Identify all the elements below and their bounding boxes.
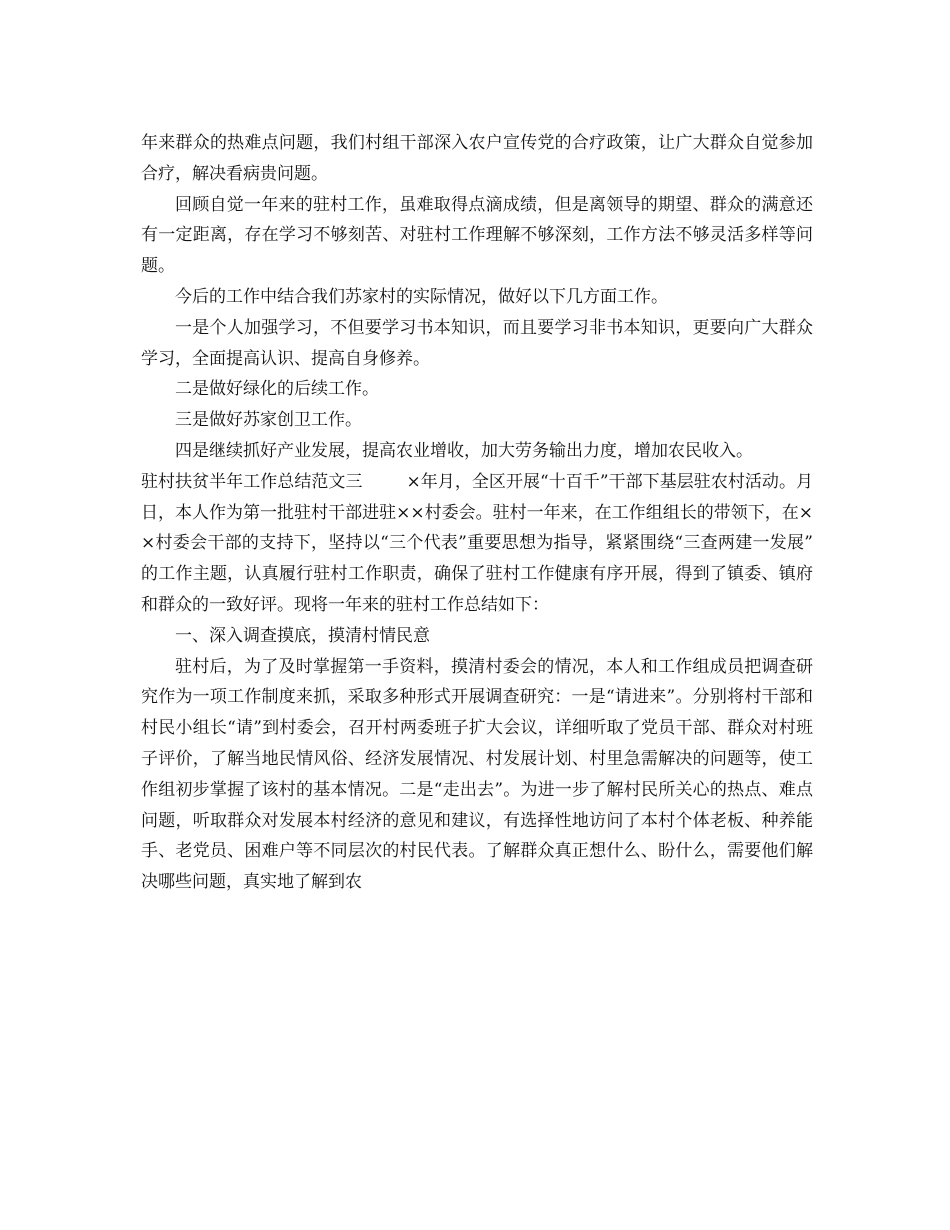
- paragraph-6: 三是做好苏家创卫工作。: [175, 410, 362, 431]
- paragraph-4: 一是个人加强学习，不但要学习书本知识，而且要学习非书本知识，更要向广大群众学习，全面提高认识、提高自身修养。: [141, 317, 813, 369]
- section-intro: ×年月，全区开展“十百千”干部下基层驻农村活动。月日，本人作为第一批驻村干部进驻××村委会。驻村一年来，在工作组组长的带领下，在××村委会干部的支持下，坚持以“三个代表”重要思想为指导，紧紧围绕“三查两建一发展”的工作主题，认真履行驻村工作职责，确保了驻村工作健康有序开展，得到了镇委、镇府和群众的一致好评。现将一年来的驻村工作总结如下：: [141, 471, 814, 615]
- subheading-1: 一、深入调查摸底，摸清村情民意: [175, 625, 430, 646]
- paragraph-3: 今后的工作中结合我们苏家村的实际情况，做好以下几方面工作。: [175, 286, 668, 307]
- section-heading: 驻村扶贫半年工作总结范文三: [141, 471, 363, 492]
- paragraph-7: 四是继续抓好产业发展，提高农业增收，加大劳务输出力度，增加农民收入。: [175, 440, 753, 461]
- paragraph-2: 回顾自觉一年来的驻村工作，虽难取得点滴成绩，但是离领导的期望、群众的满意还有一定距离，存在学习不够刻苦、对驻村工作理解不够深刻，工作方法不够灵活多样等问题。: [141, 194, 813, 277]
- document-page: [141, 128, 813, 898]
- paragraph-1: 年来群众的热难点问题，我们村组干部深入农户宣传党的合疗政策，让广大群众自觉参加合疗，解决看病贵问题。: [141, 133, 813, 184]
- body-paragraph-1: 驻村后，为了及时掌握第一手资料，摸清村委会的情况，本人和工作组成员把调查研究作为一项工作制度来抓，采取多种形式开展调查研究：一是“请进来”。分别将村干部和村民小组长“请”到村委会，召开村两委班子扩大会议，详细听取了党员干部、群众对村班子评价，了解当地民情风俗、经济发展情况、村发展计划、村里急需解决的问题等，使工作组初步掌握了该村的基本情况。二是“走出去”。为进一步了解村民所关心的热点、难点问题，听取群众对发展本村经济的意见和建议，有选择性地访问了本村个体老板、种养能手、老党员、困难户等不同层次的村民代表。了解群众真正想什么、盼什么，需要他们解决哪些问题，真实地了解到农: [141, 656, 813, 893]
- section-intro-paragraph: [141, 467, 813, 621]
- paragraph-5: 二是做好绿化的后续工作。: [175, 379, 379, 400]
